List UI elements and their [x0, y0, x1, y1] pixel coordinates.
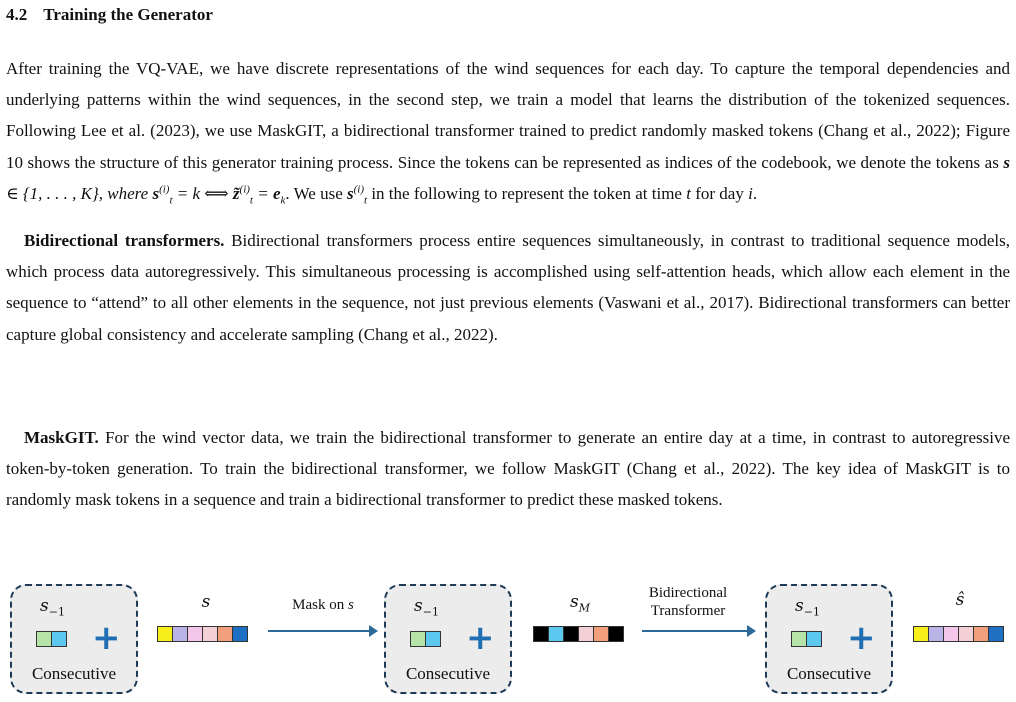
- token-cell: [791, 631, 807, 647]
- token-cell: [593, 626, 609, 642]
- math-t: t: [686, 183, 691, 203]
- token-cell: [51, 631, 67, 647]
- token-cell: [202, 626, 218, 642]
- paragraph-body: Bidirectional transformers process entire sequences simultaneously, in contrast to traditional sequence models, which process data autoregressively. This simultaneous processing is accomplished using self-attention heads, which allow each element in the sequence to “attend” to all other elements in the sequence, not just previous elements (Vaswani et al., 2017). Bidirectional transformers can better capture global consistency and accelerate sampling (Chang et al., 2022).: [6, 231, 1010, 344]
- prev-tokens: [36, 631, 66, 647]
- math-eq: =: [252, 183, 273, 203]
- token-cell: [988, 626, 1004, 642]
- section-heading: [6, 4, 213, 26]
- token-cell: [578, 626, 594, 642]
- box-caption: Consecutive: [786, 664, 872, 683]
- token-cell: [410, 631, 426, 647]
- paragraph-body: For the wind vector data, we train the bidirectional transformer to generate an entire day at a time, in contrast to autoregressive token-by-token generation. To train the bidirectional transformer, we follow MaskGIT (Chang et al., 2022). The key idea of MaskGIT is to randomly mask tokens in a sequence and train a bidirectional transformer to predict these masked tokens.: [6, 428, 1010, 510]
- prev-tokens: [791, 631, 821, 647]
- math-i: i: [748, 183, 753, 203]
- paragraph-lead: MaskGIT.: [24, 428, 99, 447]
- token-cell: [608, 626, 624, 642]
- sequence-tokens: [157, 626, 247, 642]
- paragraph-intro: [6, 53, 1010, 209]
- plus-icon: +: [466, 618, 495, 658]
- math-sup: (i): [353, 183, 365, 196]
- arrow-transformer: [642, 630, 748, 632]
- prev-tokens: [410, 631, 440, 647]
- plus-icon: +: [92, 618, 121, 658]
- token-cell: [217, 626, 233, 642]
- box-caption: Consecutive: [405, 664, 491, 683]
- label-s-masked: $s_M$: [570, 592, 590, 615]
- label-s-hat: ŝ: [955, 590, 965, 610]
- paragraph-bidirectional: [6, 225, 1010, 350]
- token-cell: [973, 626, 989, 642]
- consecutive-box-2: [384, 584, 512, 694]
- arrow2-label: Bidirectional Transformer: [648, 585, 728, 619]
- label-s: s: [201, 592, 211, 612]
- math-s-token: s: [347, 183, 354, 203]
- token-cell: [157, 626, 173, 642]
- box-label: $s_{-1}$: [795, 596, 820, 619]
- token-cell: [232, 626, 248, 642]
- math-s-token: s: [152, 183, 160, 203]
- math-sup: (i): [239, 183, 250, 196]
- consecutive-box-1: [10, 584, 138, 694]
- consecutive-box-3: [765, 584, 893, 694]
- plus-icon: +: [847, 618, 876, 658]
- paragraph-maskgit: [6, 422, 1010, 516]
- token-cell: [187, 626, 203, 642]
- box-label: $s_{-1}$: [414, 596, 439, 619]
- predicted-tokens: [913, 626, 1003, 642]
- math-equiv: = k ⟺: [172, 183, 233, 203]
- math-s: s: [1003, 152, 1010, 172]
- box-caption: Consecutive: [31, 664, 117, 683]
- math-e: e: [272, 183, 281, 203]
- math-z: z̃: [232, 183, 240, 203]
- token-cell: [425, 631, 441, 647]
- token-cell: [36, 631, 52, 647]
- paragraph-lead: Bidirectional transformers.: [24, 231, 225, 250]
- token-cell: [928, 626, 944, 642]
- text-run: . We use: [285, 183, 347, 203]
- token-cell: [806, 631, 822, 647]
- math-sub: k: [280, 194, 286, 207]
- arrow-mask: [268, 630, 370, 632]
- math-sup: (i): [159, 183, 170, 196]
- math-sub: t: [249, 194, 253, 207]
- token-cell: [548, 626, 564, 642]
- section-title: Training the Generator: [43, 5, 213, 24]
- math-sub: t: [364, 194, 368, 207]
- masked-tokens: [533, 626, 623, 642]
- token-cell: [533, 626, 549, 642]
- token-cell: [172, 626, 188, 642]
- text-run: After training the VQ-VAE, we have discrete representations of the wind sequences for each day. To capture the temporal dependencies and underlying patterns within the wind sequences, in the second step, we train a model that learns the distribution of the tokenized sequences. Following Lee et al. (2023), we use MaskGIT, a bidirectional transformer trained to predict randomly masked tokens (Chang et al., 2022); Figure 10 shows the structure of this generator training process. Since the tokens can be represented as indices of the codebook, we denote the tokens as: [6, 59, 1010, 172]
- token-cell: [958, 626, 974, 642]
- math-set: ∈ {1, . . . , K}, where: [6, 183, 153, 203]
- token-cell: [563, 626, 579, 642]
- arrow1-label: Mask on s: [292, 597, 354, 613]
- text-run: for day: [690, 183, 749, 203]
- text-run: .: [752, 183, 758, 203]
- section-number: 4.2: [6, 5, 28, 24]
- token-cell: [943, 626, 959, 642]
- math-sub: t: [169, 194, 173, 207]
- box-label: $s_{-1}$: [40, 596, 65, 619]
- text-run: in the following to represent the token at time: [367, 183, 687, 203]
- token-cell: [913, 626, 929, 642]
